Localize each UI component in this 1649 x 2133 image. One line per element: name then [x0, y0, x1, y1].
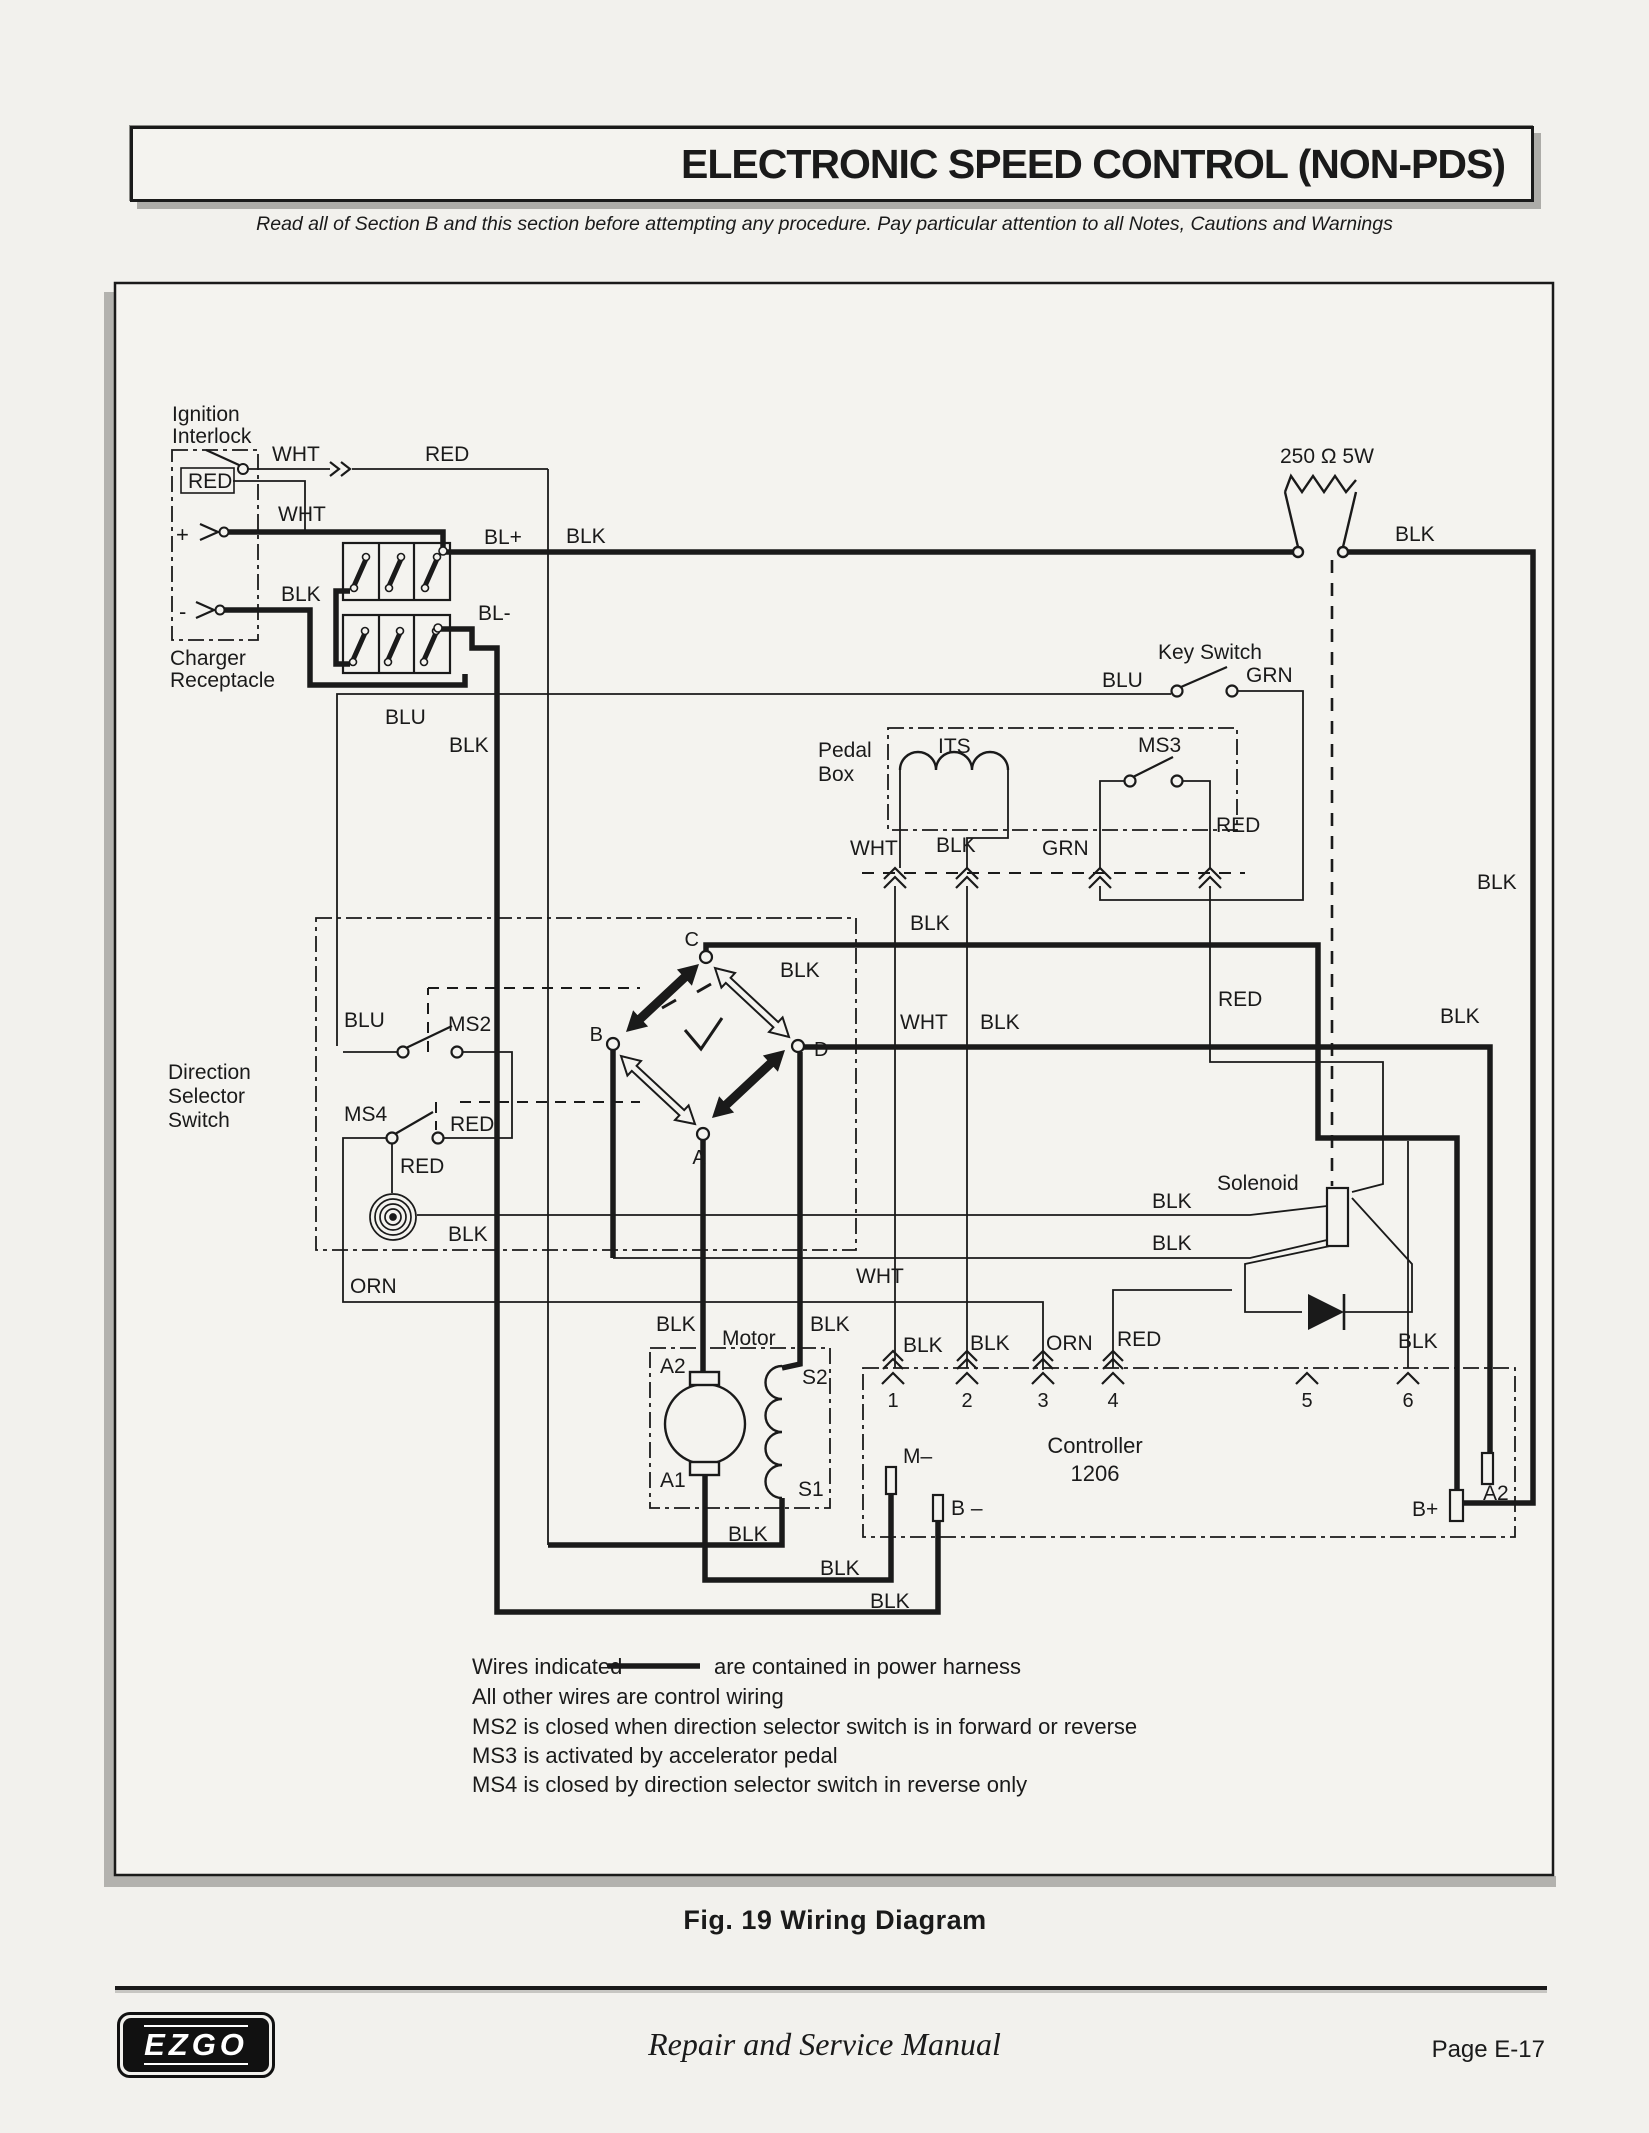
label-m-minus: M– [903, 1445, 933, 1468]
section-title: ELECTRONIC SPEED CONTROL (NON-PDS) [681, 140, 1505, 187]
label-pedal2: Box [818, 763, 855, 786]
node-a [697, 1128, 709, 1140]
label-bl-plus: BL+ [484, 526, 522, 549]
figure-caption: Fig. 19 Wiring Diagram [683, 1905, 987, 1935]
legend-line1-post: are contained in power harness [714, 1654, 1021, 1679]
legend-line5: MS4 is closed by direction selector switch in reverse only [472, 1772, 1028, 1797]
label-blk-down: BLK [980, 1011, 1020, 1034]
label-blk-sol-upper: BLK [1152, 1190, 1192, 1213]
terminal-m-minus [886, 1467, 896, 1494]
label-ms3: MS3 [1138, 734, 1182, 757]
label-a1: A1 [660, 1469, 686, 1492]
label-minus: - [179, 599, 187, 624]
label-wht-plus: WHT [278, 503, 326, 526]
label-blk-charger: BLK [281, 583, 321, 606]
label-node-b: B [589, 1024, 603, 1046]
label-wht-top: WHT [272, 443, 320, 466]
label-blk-resistor: BLK [1395, 523, 1435, 546]
label-grn-key: GRN [1246, 664, 1293, 687]
label-blk-motor-left: BLK [656, 1313, 696, 1336]
label-blk-ctl1: BLK [903, 1334, 943, 1357]
label-orn-ctl: ORN [1046, 1332, 1093, 1355]
label-blk-s1-wire: BLK [728, 1523, 768, 1546]
label-blu-key: BLU [1102, 669, 1143, 692]
label-node-c: C [684, 929, 699, 951]
label-ms2: MS2 [448, 1013, 492, 1036]
label-resistor: 250 Ω 5W [1280, 445, 1374, 468]
label-blk-ctl2: BLK [970, 1332, 1010, 1355]
label-controller1: Controller [1047, 1433, 1143, 1458]
label-motor: Motor [722, 1327, 776, 1350]
node-b [607, 1038, 619, 1050]
label-blk-node-c: BLK [780, 959, 820, 982]
label-controller2: 1206 [1070, 1461, 1120, 1486]
label-direction2: Selector [168, 1085, 246, 1108]
label-pin3: 3 [1037, 1390, 1049, 1412]
label-s1: S1 [798, 1478, 824, 1501]
terminal-b-minus [933, 1495, 943, 1521]
section-subtitle: Read all of Section B and this section before attempting any procedure. Pay particular attention to all Notes, Cautions and Warnings [256, 213, 1393, 235]
legend-line2: All other wires are control wiring [472, 1684, 784, 1709]
label-ignition2: Interlock [172, 425, 252, 448]
label-blk-blminus: BLK [449, 734, 489, 757]
legend-line4: MS3 is activated by accelerator pedal [472, 1743, 838, 1768]
label-bl-minus: BL- [478, 602, 511, 625]
label-grn-conn: GRN [1042, 837, 1089, 860]
label-wht-conn: WHT [850, 837, 898, 860]
label-orn-wire: ORN [350, 1275, 397, 1298]
label-ignition1: Ignition [172, 403, 240, 426]
manual-title: Repair and Service Manual [648, 2026, 1001, 2062]
label-direction1: Direction [168, 1061, 251, 1084]
label-key-switch: Key Switch [1158, 641, 1262, 664]
label-blu-ms2: BLU [344, 1009, 385, 1032]
label-red-top: RED [425, 443, 470, 466]
label-blk-bus: BLK [566, 525, 606, 548]
label-pedal1: Pedal [818, 739, 872, 762]
label-red-down: RED [1218, 988, 1263, 1011]
solenoid-coil [1327, 1188, 1348, 1246]
label-charger2: Receptacle [170, 669, 276, 692]
legend-line1-pre: Wires indicated [472, 1654, 623, 1679]
label-blk-ctl6: BLK [1398, 1330, 1438, 1353]
label-blu-wire: BLU [385, 706, 426, 729]
label-wht-down: WHT [900, 1011, 948, 1034]
footer-rule [115, 1986, 1547, 1990]
motor-a2-terminal [690, 1372, 719, 1385]
label-red-ms4: RED [450, 1113, 495, 1136]
label-red-ctl: RED [1117, 1328, 1162, 1351]
label-blk-conn: BLK [936, 834, 976, 857]
node-c [700, 951, 712, 963]
label-pin2: 2 [961, 1390, 973, 1412]
terminal-a2 [1482, 1453, 1493, 1484]
label-pin5: 5 [1301, 1390, 1313, 1412]
interlock-switch-pivot [238, 464, 248, 474]
label-red-buzzer: RED [400, 1155, 445, 1178]
motor-a1-terminal [690, 1462, 719, 1475]
label-charger1: Charger [170, 647, 246, 670]
node-d [792, 1040, 804, 1052]
label-ms4: MS4 [344, 1103, 388, 1126]
label-blk-m-wire: BLK [820, 1557, 860, 1580]
label-direction3: Switch [168, 1109, 230, 1132]
label-node-d: D [814, 1039, 829, 1061]
label-b-minus: B – [951, 1497, 983, 1520]
label-a2: A2 [660, 1355, 686, 1378]
label-solenoid: Solenoid [1217, 1172, 1299, 1195]
page-number: Page E-17 [1431, 2036, 1545, 2063]
legend-line3: MS2 is closed when direction selector switch is in forward or reverse [472, 1714, 1138, 1739]
label-blk-buzzer: BLK [448, 1223, 488, 1246]
label-blk-bottom: BLK [870, 1590, 910, 1613]
label-node-a: A [692, 1147, 706, 1169]
label-red-conn: RED [1216, 814, 1261, 837]
ezgo-logo-text: EZGO [144, 2025, 248, 2065]
label-red-box: RED [188, 470, 233, 493]
terminal-b-plus [1450, 1490, 1463, 1521]
label-blk-sol-lower: BLK [1152, 1232, 1192, 1255]
label-wht-pin1: WHT [856, 1265, 904, 1288]
label-pin6: 6 [1402, 1390, 1414, 1412]
label-b-plus: B+ [1412, 1498, 1439, 1521]
label-its: ITS [938, 735, 971, 758]
label-a2-ctl: A2 [1483, 1482, 1509, 1505]
label-s2: S2 [802, 1366, 828, 1389]
label-blk-cbus: BLK [910, 912, 950, 935]
label-pin1: 1 [887, 1390, 899, 1412]
label-plus: + [176, 522, 189, 547]
label-blk-right-edge: BLK [1477, 871, 1517, 894]
label-blk-motor-right: BLK [810, 1313, 850, 1336]
label-blk-a2bus: BLK [1440, 1005, 1480, 1028]
label-pin4: 4 [1107, 1390, 1119, 1412]
